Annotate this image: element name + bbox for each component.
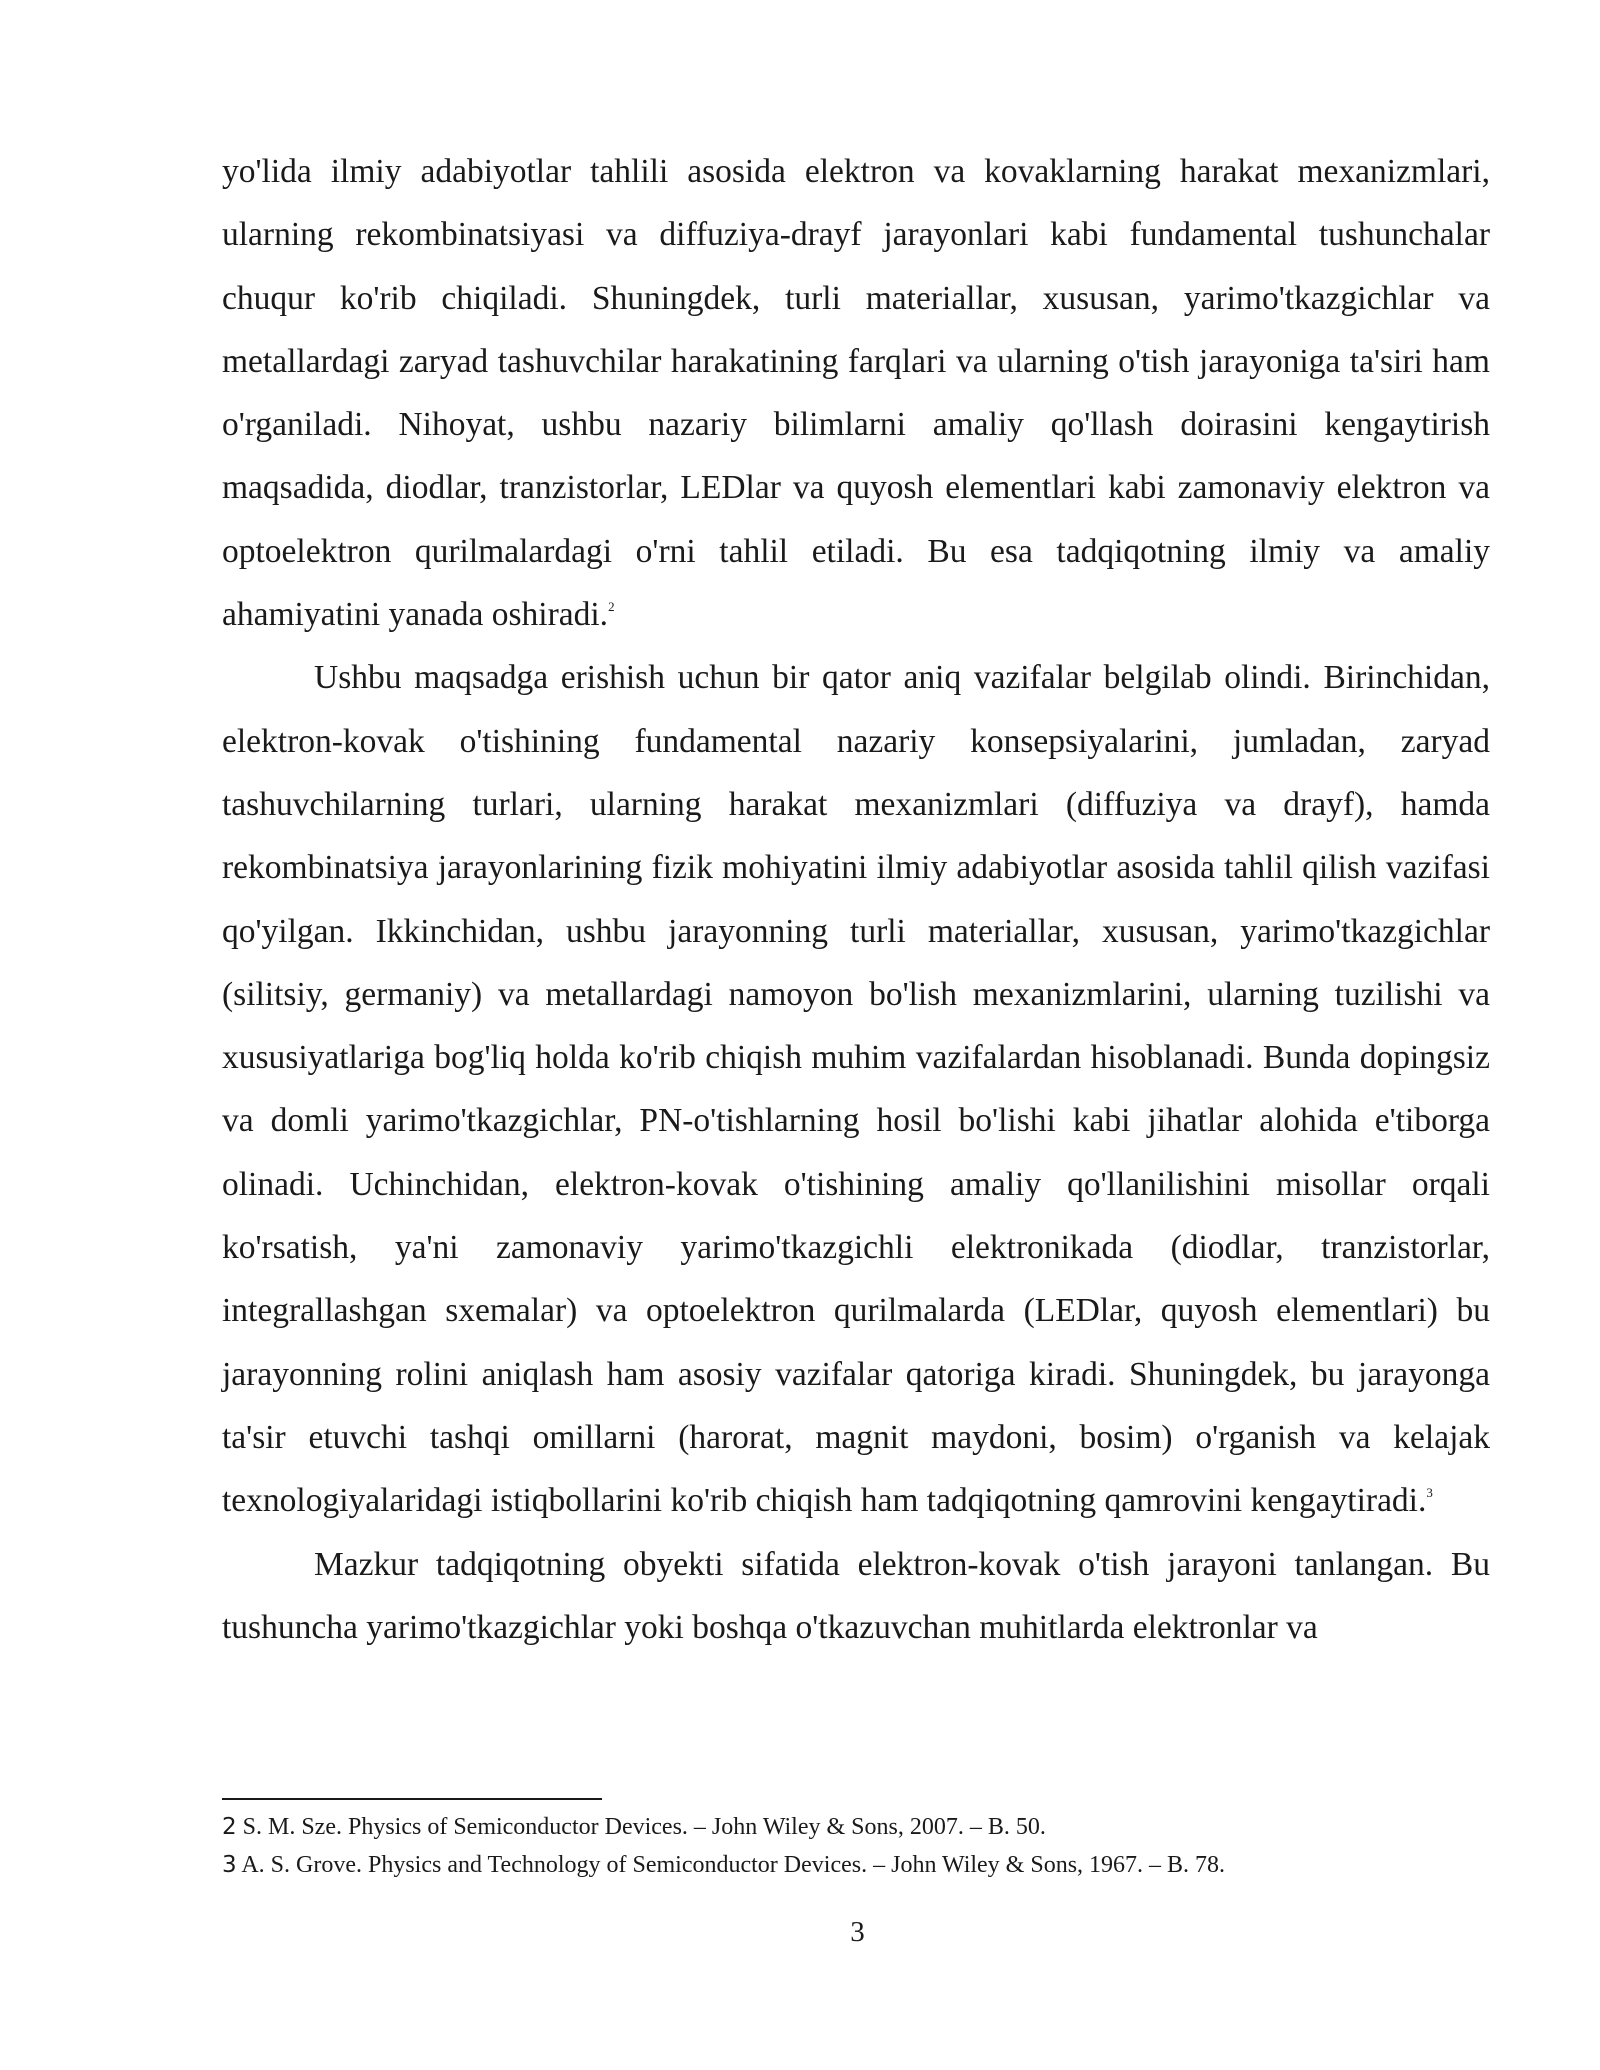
footnote-3-number: 3 xyxy=(222,1852,237,1878)
footnote-2 xyxy=(222,1808,1490,1846)
paragraph-1 xyxy=(222,140,1490,646)
paragraph-2-text: Ushbu maqsadga erishish uchun bir qator aniq vazifalar belgilab olindi. Birinchidan, elektron-kovak o'tishining fundamental nazariy konsepsiyalarini, jumladan, zaryad tashuvchilarning turlari, ularning harakat mexanizmlari (diffuziya va drayf), hamda rekombinatsiya jarayonlarining fizik mohiyatini ilmiy adabiyotlar asosida tahlil qilish vazifasi qo'yilgan. Ikkinchidan, ushbu jarayonning turli materiallar, xususan, yarimo'tkazgichlar (silitsiy, germaniy) va metallardagi namoyon bo'lish mexanizmlarini, ularning tuzilishi va xususiyatlariga bog'liq holda ko'rib chiqish muhim vazifalardan hisoblanadi. Bunda dopingsiz va domli yarimo'tkazgichlar, PN-o'tishlarning hosil bo'lishi kabi jihatlar alohida e'tiborga olinadi. Uchinchidan, elektron-kovak o'tishining amaliy qo'llanilishini misollar orqali ko'rsatish, ya'ni zamonaviy yarimo'tkazgichli elektronikada (diodlar, tranzistorlar, integrallashgan sxemalar) va optoelektron qurilmalarda (LEDlar, quyosh elementlari) bu jarayonning rolini aniqlash ham asosiy vazifalar qatoriga kiradi. Shuningdek, bu jarayonga ta'sir etuvchi tashqi omillarni (harorat, magnit maydoni, bosim) o'rganish va kelajak texnologiyalaridagi istiqbollarini ko'rib chiqish ham tadqiqotning qamrovini kengaytiradi. xyxy=(222,659,1490,1520)
paragraph-1-text: yo'lida ilmiy adabiyotlar tahlili asosida elektron va kovaklarning harakat mexanizmlari, ularning rekombinatsiyasi va diffuziya-drayf jarayonlari kabi fundamental tushunchalar chuqur ko'rib chiqiladi. Shuningdek, turli materiallar, xususan, yarimo'tkazgichlar va metallardagi zaryad tashuvchilar harakatining farqlari va ularning o'tish jarayoniga ta'siri ham o'rganiladi. Nihoyat, ushbu nazariy bilimlarni amaliy qo'llash doirasini kengaytirish maqsadida, diodlar, tranzistorlar, LEDlar va quyosh elementlari kabi zamonaviy elektron va optoelektron qurilmalardagi o'rni tahlil etiladi. Bu esa tadqiqotning ilmiy va amaliy ahamiyatini yanada oshiradi. xyxy=(222,153,1490,634)
page-number: 3 xyxy=(850,1916,865,1948)
footnote-2-text: S. M. Sze. Physics of Semiconductor Devices. – John Wiley & Sons, 2007. – B. 50. xyxy=(242,1814,1046,1840)
footnote-separator xyxy=(222,1798,602,1800)
footnote-ref-3[interactable]: 3 xyxy=(1426,1485,1433,1501)
footnote-3 xyxy=(222,1846,1490,1884)
footnotes xyxy=(222,1808,1490,1884)
footnote-ref-2[interactable]: 2 xyxy=(608,599,615,615)
paragraph-2 xyxy=(222,646,1490,1532)
paragraph-3-text: Mazkur tadqiqotning obyekti sifatida elektron-kovak o'tish jarayoni tanlangan. Bu tushuncha yarimo'tkazgichlar yoki boshqa o'tkazuvchan muhitlarda elektronlar va xyxy=(222,1545,1490,1646)
body-text xyxy=(222,140,1490,1659)
footnote-3-text: A. S. Grove. Physics and Technology of Semiconductor Devices. – John Wiley & Sons, 1967. – B. 78. xyxy=(241,1852,1226,1878)
footnote-2-number: 2 xyxy=(222,1814,237,1840)
paragraph-3 xyxy=(222,1533,1490,1660)
